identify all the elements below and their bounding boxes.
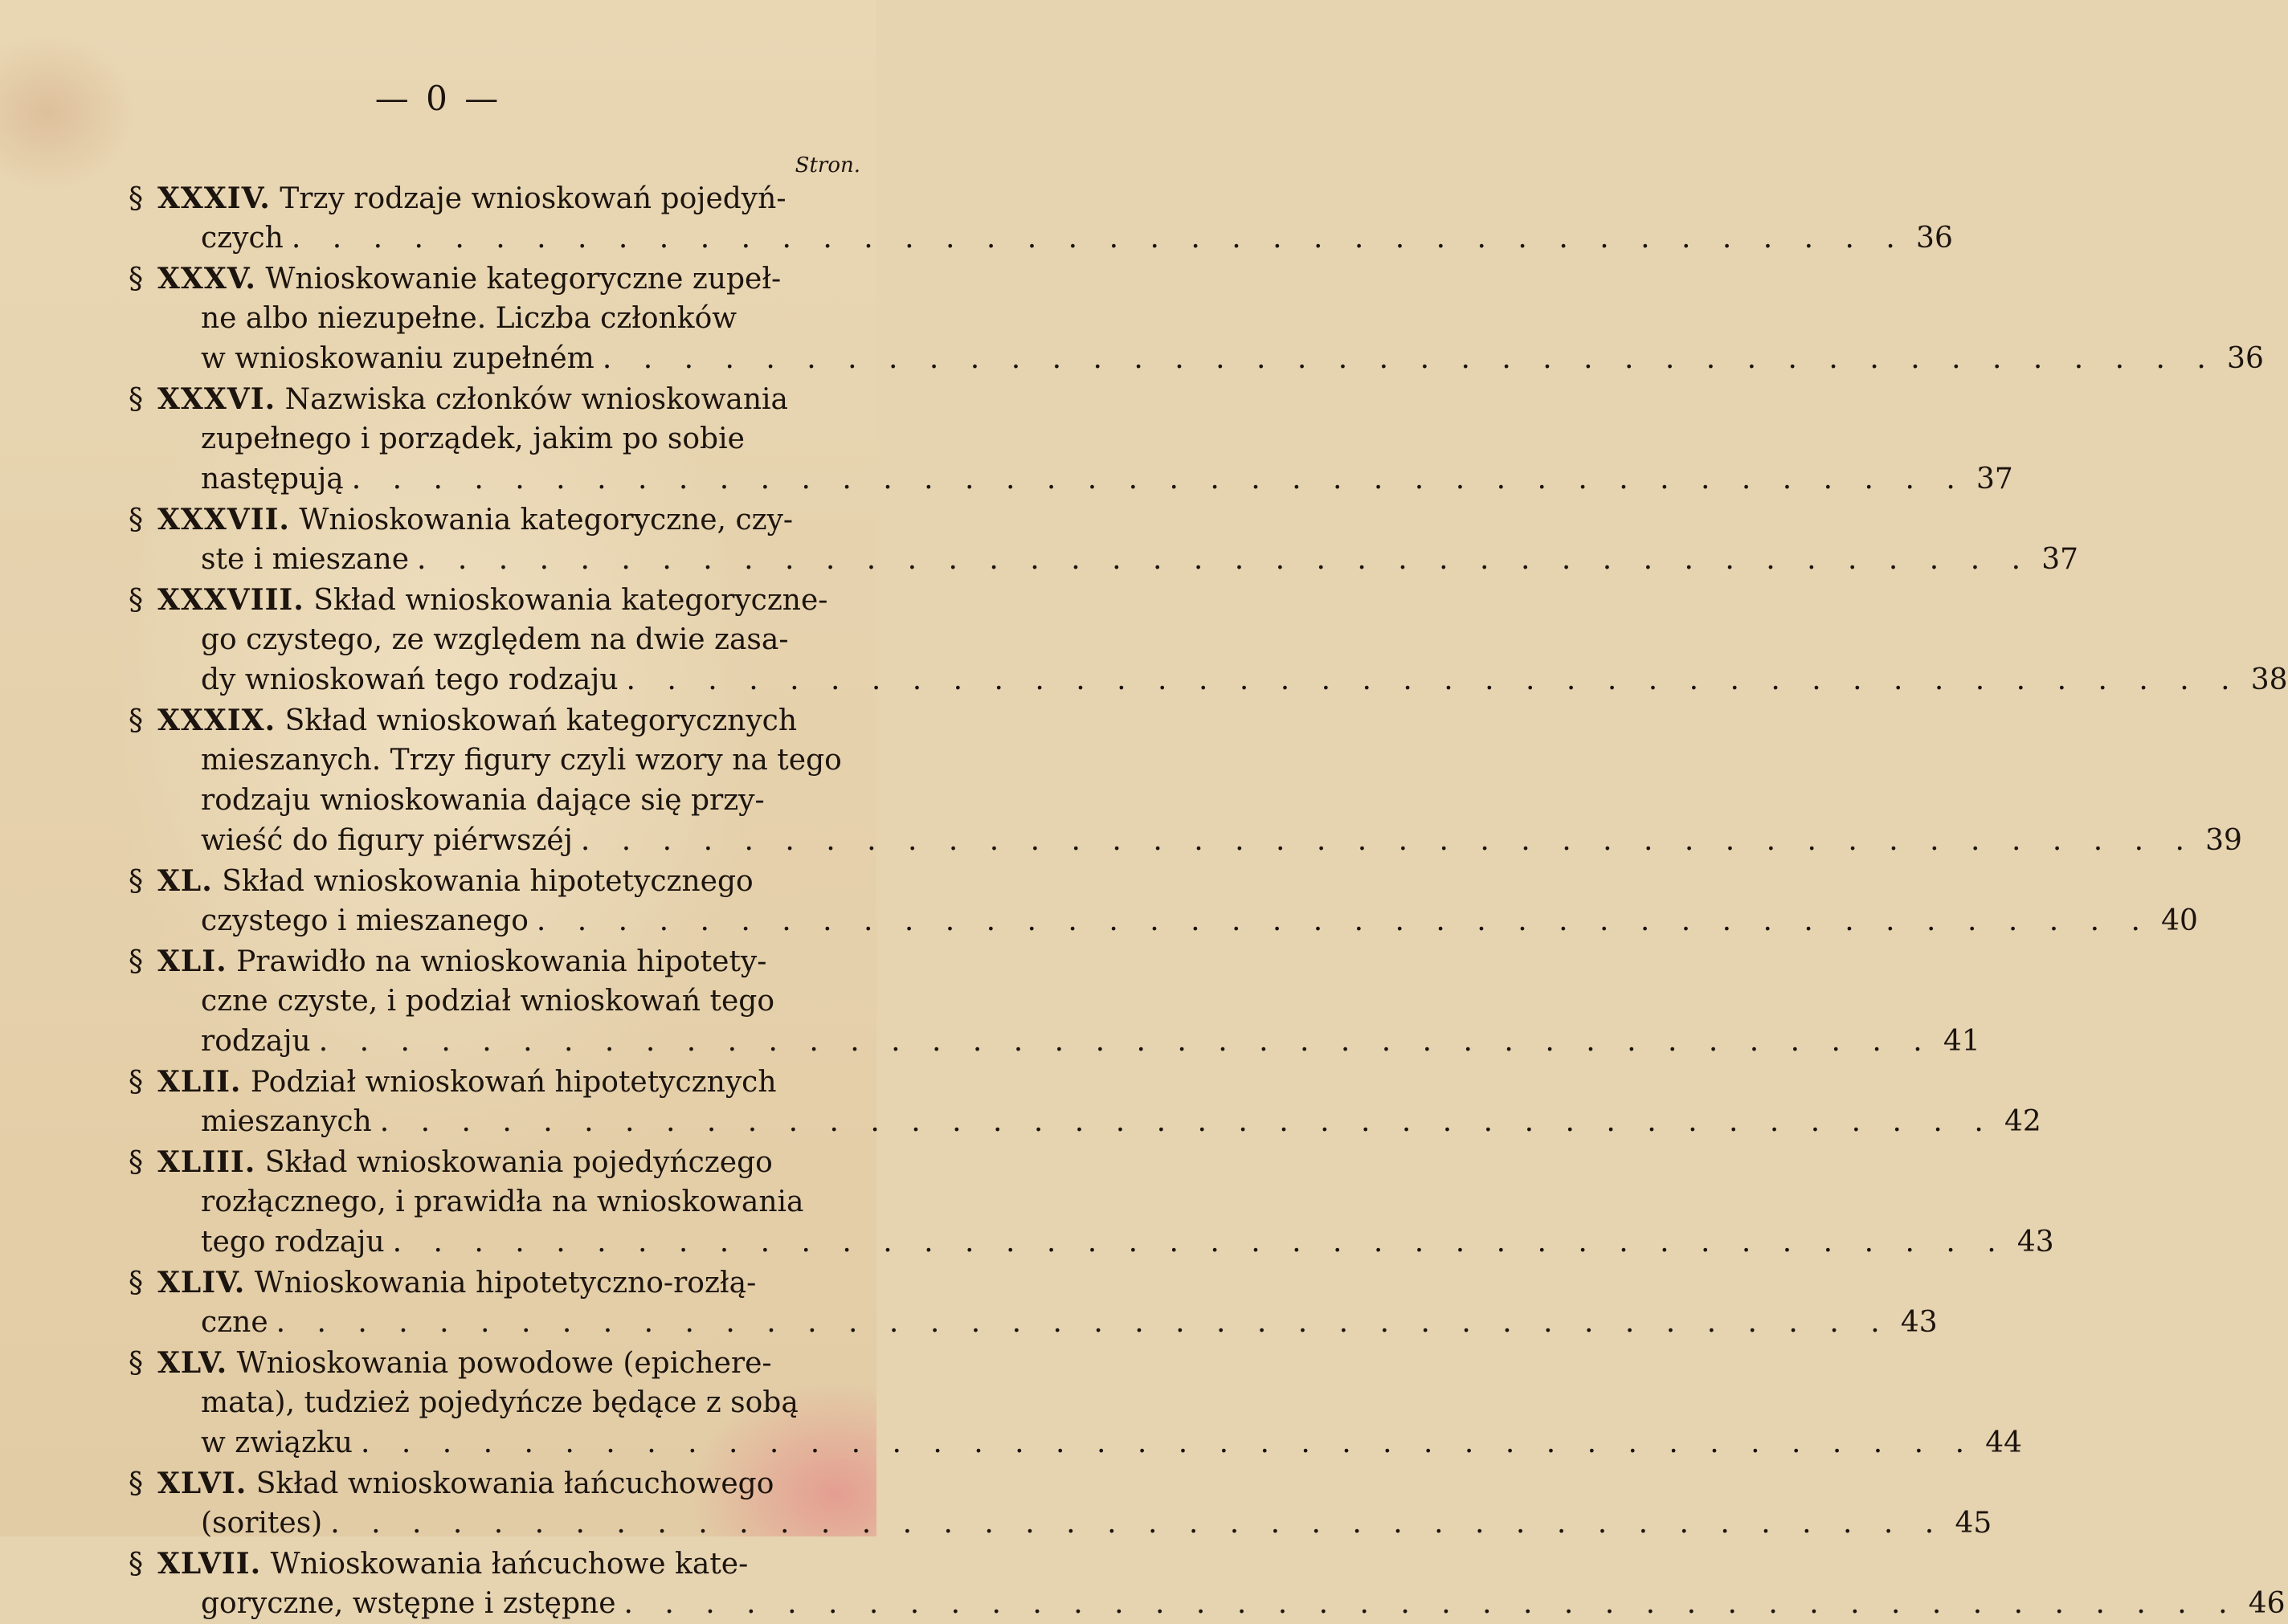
leader-dots xyxy=(352,459,1967,500)
page-number: 37 xyxy=(2041,543,2079,576)
toc-entry xyxy=(129,1463,1992,1544)
section-sign: § xyxy=(129,263,143,296)
section-heading xyxy=(129,1467,774,1500)
toc-entry-line xyxy=(129,620,892,660)
section-sign: § xyxy=(129,1066,143,1099)
section-title: Skład wnioskowania hipotetycznego xyxy=(222,865,754,898)
page-number: 40 xyxy=(2161,904,2198,937)
toc-entry xyxy=(129,861,2198,941)
page-number: 37 xyxy=(1975,463,2013,496)
section-title: Nazwiska członków wnioskowania xyxy=(284,383,789,416)
section-title: mieszanych. Trzy figury czyli wzory na tego xyxy=(201,744,842,777)
page-number: 45 xyxy=(1955,1507,1992,1540)
section-heading xyxy=(129,1146,773,1179)
toc-entry-line xyxy=(129,459,2013,500)
toc-entry xyxy=(129,1062,2041,1142)
section-title: Prawidło na wnioskowania hipotety- xyxy=(236,945,767,978)
toc-entry xyxy=(129,1142,2054,1263)
section-sign: § xyxy=(129,945,143,978)
leader-dots xyxy=(537,901,2151,941)
toc-entry-line xyxy=(129,1544,819,1584)
section-heading xyxy=(129,865,754,898)
section-sign: § xyxy=(129,1467,143,1500)
section-sign: § xyxy=(129,584,143,617)
toc-entry-line xyxy=(129,1423,2023,1463)
section-number: XXXV. xyxy=(157,262,256,296)
section-title: następują xyxy=(201,463,344,496)
toc-entry-line xyxy=(129,1022,1980,1062)
page-number: 36 xyxy=(1916,222,1953,255)
section-title: Wnioskowanie kategoryczne zupeł- xyxy=(265,263,782,296)
section-sign: § xyxy=(129,182,143,215)
section-title: Skład wnioskowania pojedyńczego xyxy=(264,1146,773,1179)
section-title: ste i mieszane xyxy=(201,543,409,576)
toc-entry xyxy=(129,1263,1938,1343)
section-title: dy wnioskowań tego rodzaju xyxy=(201,663,619,696)
section-heading xyxy=(129,945,766,978)
toc-entry-line xyxy=(129,981,892,1022)
section-sign: § xyxy=(129,865,143,898)
section-sign: § xyxy=(129,504,143,537)
toc-entry-line xyxy=(129,1263,819,1303)
toc-entry-line xyxy=(129,1463,819,1504)
leader-dots xyxy=(380,1102,1995,1142)
toc-entry-line xyxy=(129,1102,2041,1142)
section-heading xyxy=(129,1347,772,1380)
toc-entry xyxy=(129,178,1953,259)
section-heading xyxy=(129,704,797,737)
toc-entry-line xyxy=(129,500,819,540)
section-title: mieszanych xyxy=(201,1105,372,1138)
section-number: XXXIV. xyxy=(157,182,271,215)
section-number: XXXVII. xyxy=(157,503,290,537)
section-number: XLVI. xyxy=(157,1467,247,1500)
section-heading xyxy=(129,1548,748,1581)
toc-entry-line xyxy=(129,1584,2286,1624)
section-title: rozłącznego, i prawidła na wnioskowania xyxy=(201,1185,804,1218)
section-title: Wnioskowania hipotetyczno-rozłą- xyxy=(254,1267,757,1300)
section-number: XLV. xyxy=(157,1346,228,1380)
toc-entry-line xyxy=(129,379,819,419)
toc-entry-line xyxy=(129,178,819,218)
leader-dots xyxy=(276,1303,1891,1343)
section-number: XLVII. xyxy=(157,1547,262,1581)
toc-entry xyxy=(129,379,2013,500)
section-title: czne xyxy=(201,1306,268,1339)
toc-entry xyxy=(129,941,1980,1062)
toc-entry-line xyxy=(129,1062,819,1102)
toc-entry-line xyxy=(129,218,1953,259)
section-sign: § xyxy=(129,1267,143,1300)
section-number: XXXVIII. xyxy=(157,583,304,617)
section-title: Skład wnioskowania łańcuchowego xyxy=(255,1467,774,1500)
toc-entry-line xyxy=(129,419,892,459)
toc-entry-line xyxy=(129,660,2288,700)
toc-entry-line xyxy=(129,1303,1938,1343)
toc-entry-line xyxy=(129,901,2198,941)
section-title: rodzaju wnioskowania dające się przy- xyxy=(201,784,765,817)
section-sign: § xyxy=(129,1146,143,1179)
page-number: 44 xyxy=(1985,1426,2023,1459)
section-sign: § xyxy=(129,383,143,416)
toc-entry xyxy=(129,1544,2286,1624)
leader-dots xyxy=(319,1022,1934,1062)
page-column-label: Stron. xyxy=(795,153,860,177)
toc-entry-line xyxy=(129,1343,819,1383)
toc-entry-line xyxy=(129,1504,1992,1544)
section-sign: § xyxy=(129,1347,143,1380)
leader-dots xyxy=(627,660,2241,700)
leader-dots xyxy=(417,540,2032,580)
section-title: tego rodzaju xyxy=(201,1226,385,1259)
section-number: XXXVI. xyxy=(157,382,276,416)
page-number: 43 xyxy=(1900,1306,1938,1339)
toc-entry-line xyxy=(129,741,892,781)
page-number: 42 xyxy=(2004,1105,2041,1138)
leader-dots xyxy=(393,1222,2008,1263)
toc-entry-line xyxy=(129,580,828,620)
page-number-header: — 0 — xyxy=(374,79,502,118)
section-number: XL. xyxy=(157,864,213,898)
page-number: 36 xyxy=(2227,342,2264,375)
leader-dots xyxy=(624,1584,2239,1624)
leader-dots xyxy=(581,821,2196,861)
toc-entry xyxy=(129,580,2288,700)
toc-entry-line xyxy=(129,1222,2054,1263)
section-title: Skład wnioskowań kategorycznych xyxy=(284,704,798,737)
toc-entry xyxy=(129,1343,2023,1463)
section-number: XLIII. xyxy=(157,1145,256,1179)
table-of-contents xyxy=(129,178,2288,1624)
page-number: 38 xyxy=(2250,663,2288,696)
section-sign: § xyxy=(129,1548,143,1581)
section-heading xyxy=(129,504,793,537)
section-title: ne albo niezupełne. Liczba członków xyxy=(201,302,737,335)
page-number: 41 xyxy=(1943,1025,1980,1058)
page-number: 43 xyxy=(2016,1226,2054,1259)
leader-dots xyxy=(603,339,2217,379)
toc-entry-line xyxy=(129,1383,892,1423)
section-heading xyxy=(129,182,786,215)
section-title: Podział wnioskowań hipotetycznych xyxy=(250,1066,777,1099)
toc-entry xyxy=(129,500,2079,580)
section-number: XLIV. xyxy=(157,1266,246,1300)
section-heading xyxy=(129,1066,777,1099)
section-title: mata), tudzież pojedyńcze będące z sobą xyxy=(201,1386,799,1419)
section-heading xyxy=(129,584,827,617)
section-heading xyxy=(129,263,781,296)
toc-entry-line xyxy=(129,781,892,821)
toc-entry-line xyxy=(129,1142,819,1182)
page-number: 46 xyxy=(2248,1587,2286,1620)
toc-entry-line xyxy=(129,540,2079,580)
section-title: (sorites) xyxy=(201,1507,323,1540)
toc-entry-line xyxy=(129,1182,892,1222)
section-title: goryczne, wstępne i zstępne xyxy=(201,1587,616,1620)
section-title: czystego i mieszanego xyxy=(201,904,529,937)
leader-dots xyxy=(330,1504,1945,1544)
leader-dots xyxy=(292,218,1906,259)
toc-entry-line xyxy=(129,700,819,741)
section-number: XXXIX. xyxy=(157,704,276,737)
toc-entry xyxy=(129,700,2242,861)
section-heading xyxy=(129,383,788,416)
section-title: czne czyste, i podział wnioskowań tego xyxy=(201,985,774,1018)
section-title: Wnioskowania kategoryczne, czy- xyxy=(299,504,794,537)
page-number: 39 xyxy=(2205,824,2242,857)
section-title: rodzaju xyxy=(201,1025,311,1058)
section-title: Skład wnioskowania kategoryczne- xyxy=(313,584,828,617)
toc-entry-line xyxy=(129,339,2264,379)
toc-entry-line xyxy=(129,861,819,901)
section-title: wieść do figury piérwszéj xyxy=(201,824,573,857)
section-title: Wnioskowania powodowe (epichere- xyxy=(236,1347,772,1380)
section-title: czych xyxy=(201,222,284,255)
toc-entry-line xyxy=(129,941,819,981)
section-title: w wnioskowaniu zupełném xyxy=(201,342,594,375)
section-sign: § xyxy=(129,704,143,737)
toc-entry-line xyxy=(129,259,819,299)
section-number: XLII. xyxy=(157,1065,242,1099)
section-title: Trzy rodzaje wnioskowań pojedyń- xyxy=(280,182,786,215)
toc-entry-line xyxy=(129,299,892,339)
section-heading xyxy=(129,1267,756,1300)
toc-entry-line xyxy=(129,821,2242,861)
section-title: Wnioskowania łańcuchowe kate- xyxy=(270,1548,749,1581)
section-title: zupełnego i porządek, jakim po sobie xyxy=(201,422,745,455)
section-title: go czystego, ze względem na dwie zasa- xyxy=(201,623,789,656)
section-number: XLI. xyxy=(157,945,227,978)
toc-entry xyxy=(129,259,2264,379)
section-title: w związku xyxy=(201,1426,353,1459)
leader-dots xyxy=(361,1423,1975,1463)
